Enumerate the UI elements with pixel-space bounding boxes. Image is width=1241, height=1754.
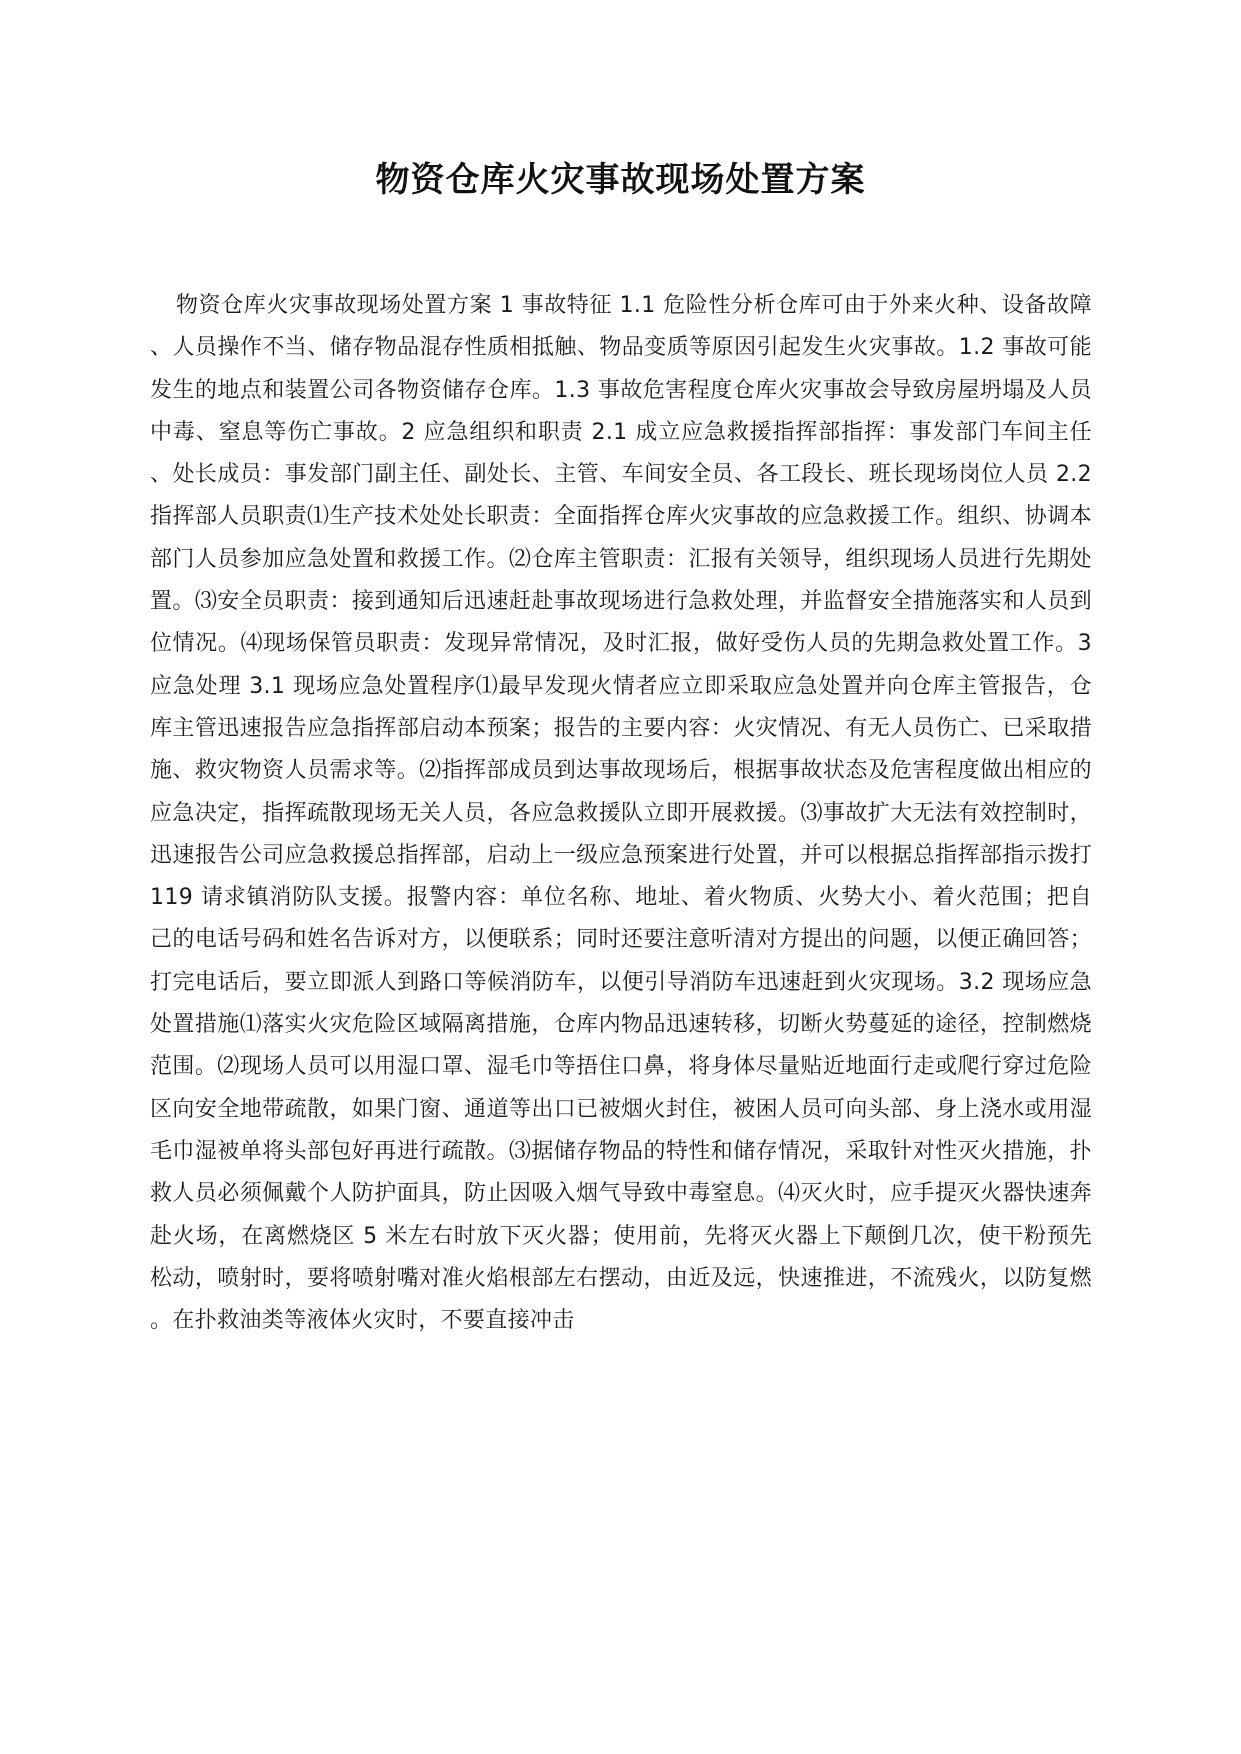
document-title: 物资仓库火灾事故现场处置方案 xyxy=(375,160,866,200)
document-body-paragraph: 物资仓库火灾事故现场处置方案 1 事故特征 1.1 危险性分析仓库可由于外来火种、设备故障、人员操作不当、储存物品混存性质相抵触、物品变质等原因引起发生火灾事故。1.2 事故可能发生的地点和装置公司各物资储存仓库。1.3 事故危害程度仓库火灾事故会导致房屋坍塌及人员中毒、窒息等伤亡事故。2 应急组织和职责 2.1 成立应急救援指挥部指挥：事发部门车间主任、处长成员：事发部门副主任、副处长、主管、车间安全员、各工段长、班长现场岗位人员 2.2 指挥部人员职责⑴生产技术处处长职责：全面指挥仓库火灾事故的应急救援工作。组织、协调本部门人员参加应急处置和救援工作。⑵仓库主管职责：汇报有关领导，组织现场人员进行先期处置。⑶安全员职责：接到通知后迅速赶赴事故现场进行急救处理，并监督安全措施落实和人员到位情况。⑷现场保管员职责：发现异常情况，及时汇报，做好受伤人员的先期急救处置工作。3 应急处理 3.1 现场应急处置程序⑴最早发现火情者应立即采取应急处置并向仓库主管报告，仓库主管迅速报告应急指挥部启动本预案；报告的主要内容：火灾情况、有无人员伤亡、已采取措施、救灾物资人员需求等。⑵指挥部成员到达事故现场后，根据事故状态及危害程度做出相应的应急决定，指挥疏散现场无关人员，各应急救援队立即开展救援。⑶事故扩大无法有效控制时，迅速报告公司应急救援总指挥部，启动上一级应急预案进行处置，并可以根据总指挥部指示拨打 119 请求镇消防队支援。报警内容：单位名称、地址、着火物质、火势大小、着火范围；把自己的电话号码和姓名告诉对方，以便联系；同时还要注意听清对方提出的问题，以便正确回答；打完电话后，要立即派人到路口等候消防车，以便引导消防车迅速赶到火灾现场。3.2 现场应急处置措施⑴落实火灾危险区域隔离措施，仓库内物品迅速转移，切断火势蔓延的途径，控制燃烧范围。⑵现场人员可以用湿口罩、湿毛巾等捂住口鼻，将身体尽量贴近地面行走或爬行穿过危险区向安全地带疏散，如果门窗、通道等出口已被烟火封住，被困人员可向头部、身上浇水或用湿毛巾湿被单将头部包好再进行疏散。⑶据储存物品的特性和储存情况，采取针对性灭火措施，扑救人员必须佩戴个人防护面具，防止因吸入烟气导致中毒窒息。⑷灭火时，应手提灭火器快速奔赴火场，在离燃烧区 5 米左右时放下灭火器；使用前，先将灭火器上下颠倒几次，使干粉预先松动，喷射时，要将喷射嘴对准火焰根部左右摆动，由近及远，快速推进，不流残火，以防复燃。在扑救油类等液体火灾时，不要直接冲击 xyxy=(150,293,1092,1334)
